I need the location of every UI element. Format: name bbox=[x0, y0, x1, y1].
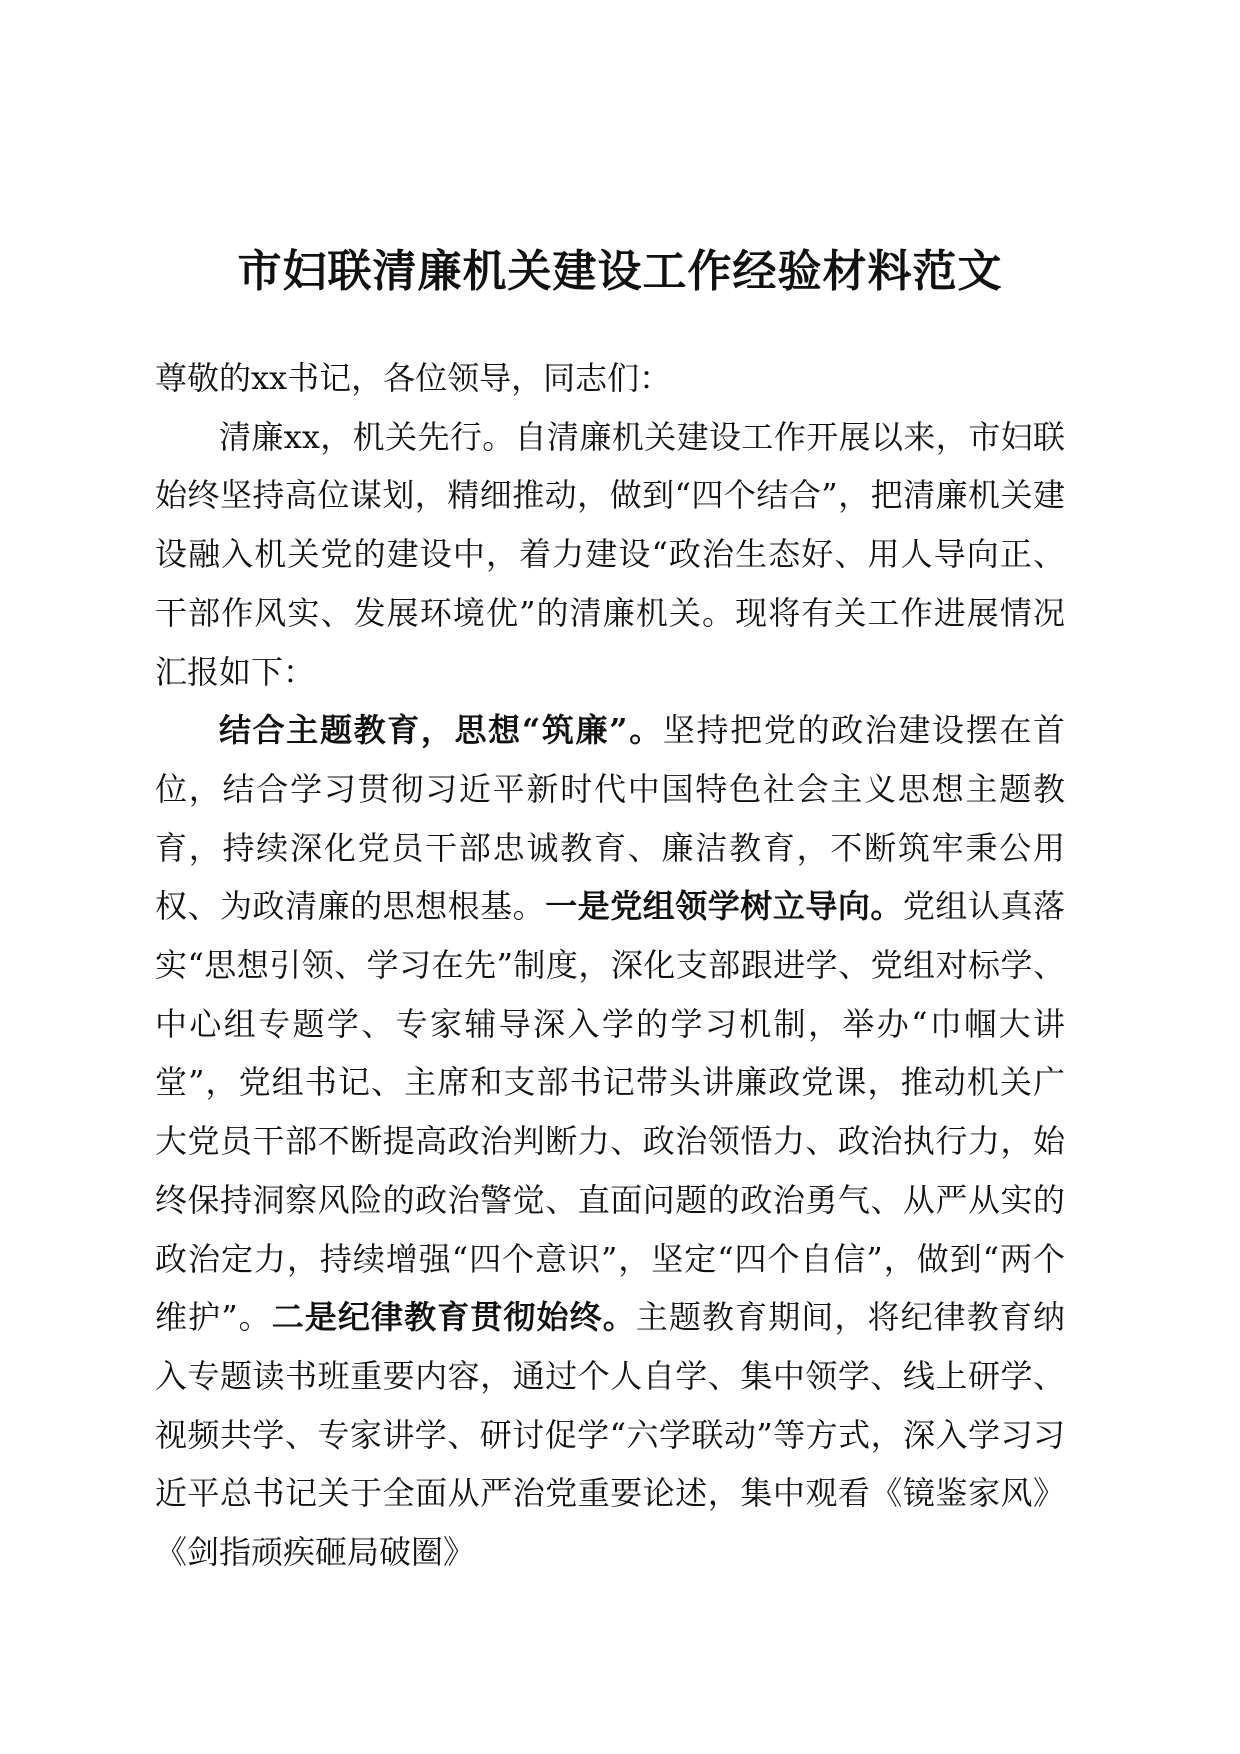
greeting-line: 尊敬的xx书记，各位领导，同志们： bbox=[155, 359, 672, 397]
document-title: 市妇联清廉机关建设工作经验材料范文 bbox=[237, 246, 1003, 297]
paragraph-intro: 清廉xx，机关先行。自清廉机关建设工作开展以来，市妇联始终坚持高位谋划，精细推动，做到“四个结合”，把清廉机关建设融入机关党的建设中，着力建设“政治生态好、用人导向正、干部作风实、发展环境优”的清廉机关。现将有关工作进展情况汇报如下： bbox=[155, 417, 1065, 691]
section-text-1: 坚持把党的政治建设摆在首位，结合学习贯彻习近平新时代中国特色社会主义思想主题教育，持续深化党员干部忠诚教育、廉洁教育，不断筑牢秉公用权、为政清廉的思想根基。 bbox=[155, 711, 1065, 926]
section-text-3: 主题教育期间，将纪律教育纳入专题读书班重要内容，通过个人自学、集中领学、线上研学、视频共学、专家讲学、研讨促学“六学联动”等方式，深入学习习近平总书记关于全面从严治党重要论述，集中观看《镜鉴家风》《剑指顽疾砸局破圈》 bbox=[155, 1298, 1065, 1572]
section-heading: 结合主题教育，思想“筑廉”。 bbox=[219, 711, 663, 750]
point-heading-1: 一是党组领学树立导向。 bbox=[545, 887, 903, 926]
paragraph-section-1 bbox=[155, 701, 1065, 1582]
document-body bbox=[155, 349, 1065, 1582]
section-text-2: 党组认真落实“思想引领、学习在先”制度，深化支部跟进学、党组对标学、中心组专题学、专家辅导深入学的学习机制，举办“巾帼大讲堂”，党组书记、主席和支部书记带头讲廉政党课，推动机关广大党员干部不断提高政治判断力、政治领悟力、政治执行力，始终保持洞察风险的政治警觉、直面问题的政治勇气、从严从实的政治定力，持续增强“四个意识”，坚定“四个自信”，做到“两个维护”。 bbox=[155, 887, 1065, 1337]
point-heading-2: 二是纪律教育贯彻始终。 bbox=[271, 1298, 636, 1337]
